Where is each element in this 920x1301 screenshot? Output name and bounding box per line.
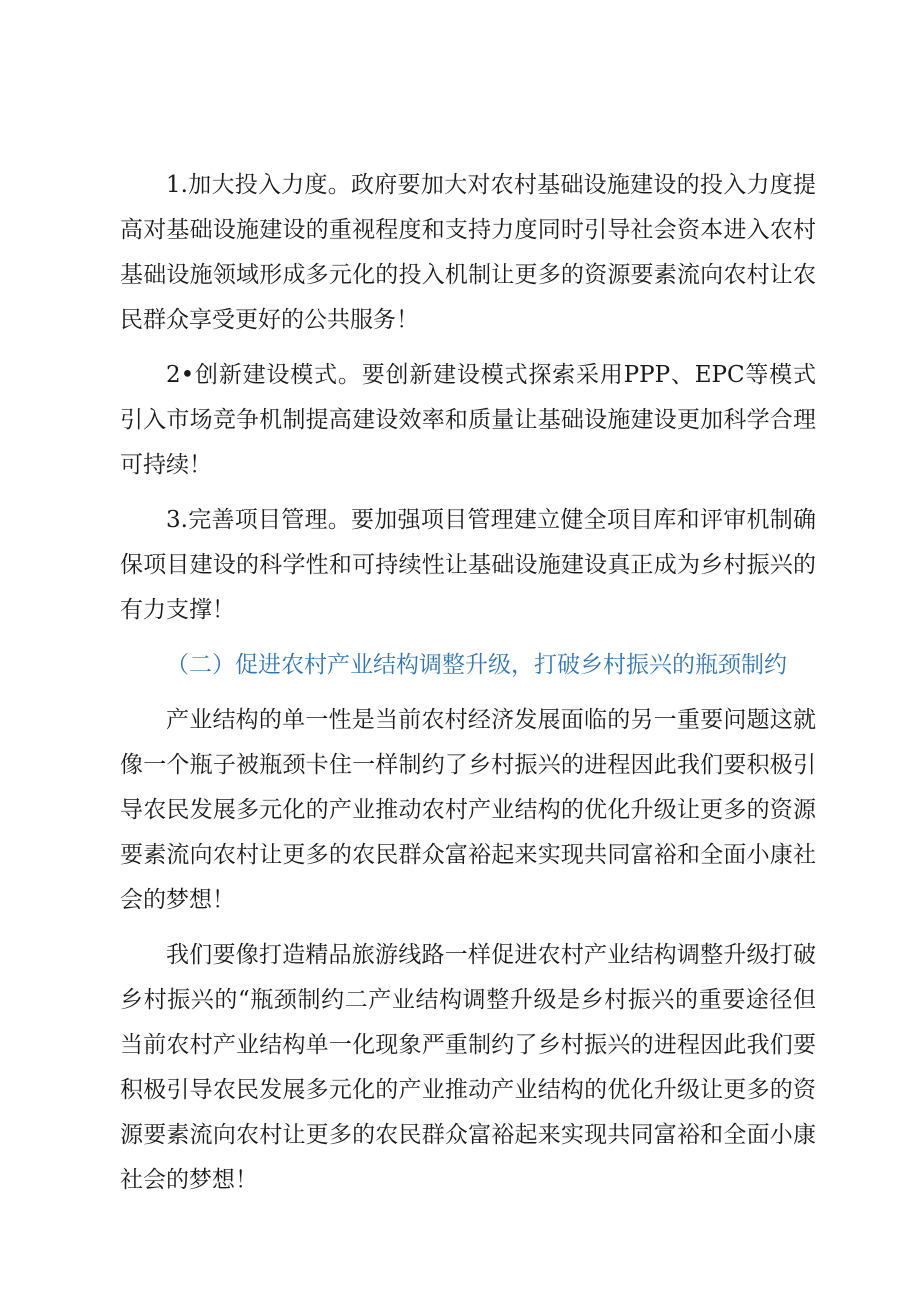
paragraph-increase-investment: 1.加大投入力度。政府要加大对农村基础设施建设的投入力度提高对基础设施建设的重视程度和支持力度同时引导社会资本进入农村基础设施领域形成多元化的投入机制让更多的资源要素流向农村让农民群众享受更好的公共服务！ [120,172,816,333]
paragraph-innovate-model: 2•创新建设模式。要创新建设模式探索采用PPP、EPC等模式引入市场竞争机制提高建设效率和质量让基础设施建设更加科学合理可持续！ [120,362,816,478]
paragraph-industry-structure: 产业结构的单一性是当前农村经济发展面临的另一重要问题这就像一个瓶子被瓶颈卡住一样制约了乡村振兴的进程因此我们要积极引导农民发展多元化的产业推动农村产业结构的优化升级让更多的资源要素流向农村让更多的农民群众富裕起来实现共同富裕和全面小康社会的梦想！ [120,707,816,913]
paragraph-tourism-analogy: 我们要像打造精品旅游线路一样促进农村产业结构调整升级打破乡村振兴的“瓶颈制约二产业结构调整升级是乡村振兴的重要途径但当前农村产业结构单一化现象严重制约了乡村振兴的进程因此我们要积极引导农民发展多元化的产业推动产业结构的优化升级让更多的资源要素流向农村让更多的农民群众富裕起来实现共同富裕和全面小康社会的梦想！ [120,942,816,1193]
document-body [120,163,816,1213]
paragraph-project-management: 3.完善项目管理。要加强项目管理建立健全项目库和评审机制确保项目建设的科学性和可持续性让基础设施建设真正成为乡村振兴的有力支撑！ [120,507,816,623]
section-heading: （二）促进农村产业结构调整升级，打破乡村振兴的瓶颈制约 [166,652,787,678]
